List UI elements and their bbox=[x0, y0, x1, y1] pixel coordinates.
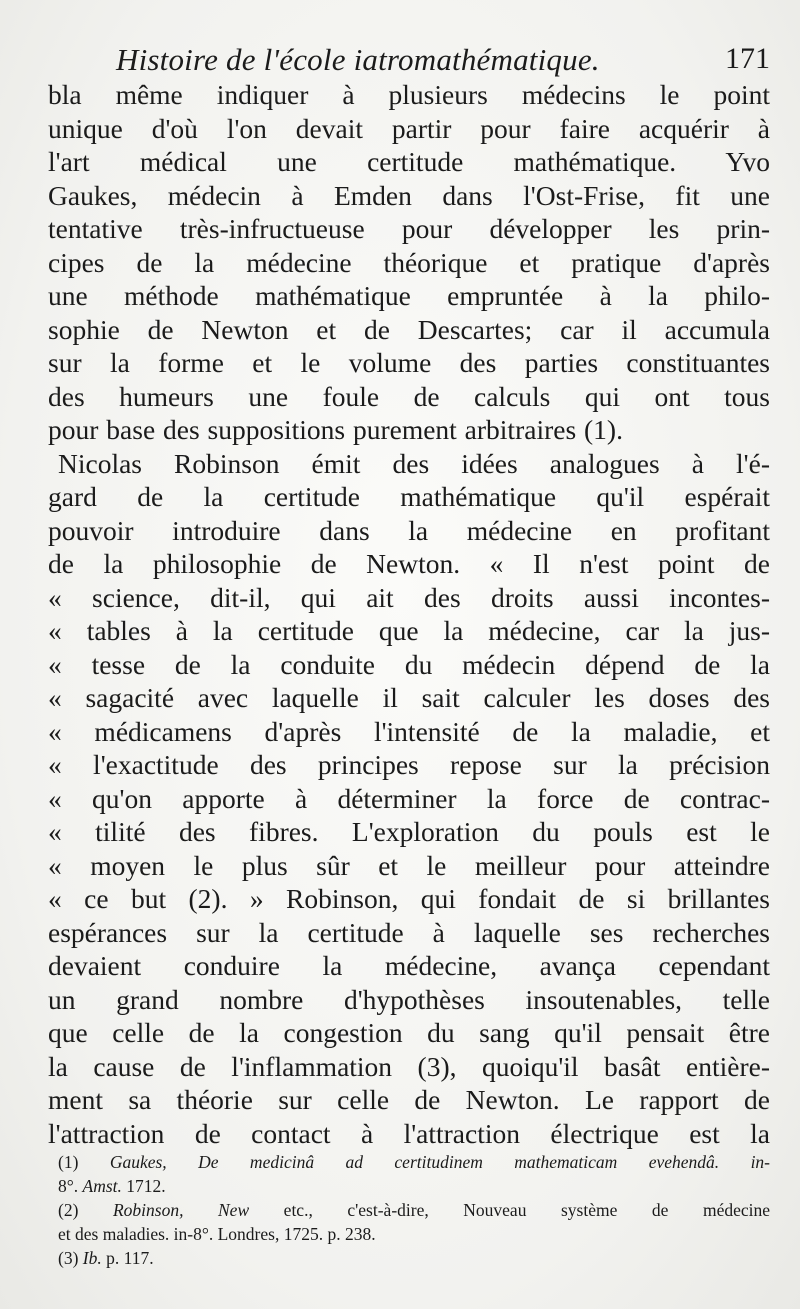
footnote-2-continued: et des maladies. in-8°. Londres, 1725. p. 238. bbox=[58, 1224, 376, 1244]
footnote-author: Robinson, bbox=[112, 1200, 184, 1220]
text-line: sur la forme et le volume des parties constituantes bbox=[48, 347, 770, 378]
footnote-year: 1712. bbox=[126, 1176, 166, 1196]
text-line: gard de la certitude mathématique qu'il espérait bbox=[48, 481, 770, 512]
text-line: Gaukes, médecin à Emden dans l'Ost-Frise, fit une bbox=[48, 179, 770, 211]
text-line: sophie de Newton et de Descartes; car il accumula bbox=[48, 313, 770, 345]
footnote-1 bbox=[58, 1150, 770, 1174]
footnotes bbox=[58, 1150, 770, 1270]
footnote-page-ref: p. 117. bbox=[106, 1248, 154, 1268]
text-line: « sagacité avec laquelle il sait calculer les doses des bbox=[48, 682, 770, 713]
text-line: de la philosophie de Newton. « Il n'est point de bbox=[48, 548, 770, 579]
footnote-marker: (1) bbox=[58, 1152, 79, 1172]
footnote-format: 8°. bbox=[58, 1176, 79, 1196]
text-line: « qu'on apporte à déterminer la force de contrac- bbox=[48, 782, 770, 814]
text-line: pouvoir introduire dans la médecine en profitant bbox=[48, 514, 770, 546]
footnote-marker: (2) bbox=[58, 1200, 79, 1220]
text-line: « tilité des fibres. L'exploration du pouls est le bbox=[48, 816, 770, 847]
text-line: ment sa théorie sur celle de Newton. Le rapport de bbox=[48, 1084, 770, 1115]
footnote-title: De medicinâ ad certitudinem mathematicam evehendâ. in- bbox=[198, 1152, 771, 1172]
text-line: cipes de la médecine théorique et pratique d'après bbox=[48, 246, 770, 278]
text-line: espérances sur la certitude à laquelle ses recherches bbox=[48, 916, 770, 948]
text-line: l'attraction de contact à l'attraction électrique est la bbox=[48, 1117, 770, 1149]
footnote-1-continued bbox=[58, 1174, 770, 1198]
text-line: « l'exactitude des principes repose sur la précision bbox=[48, 749, 770, 780]
running-title: Histoire de l'école iatromathématique. bbox=[116, 42, 600, 77]
text-line: « tesse de la conduite du médecin dépend de la bbox=[48, 648, 770, 680]
text-line: « tables à la certitude que la médecine, car la jus- bbox=[48, 615, 770, 646]
text-line: un grand nombre d'hypothèses insoutenables, telle bbox=[48, 983, 770, 1015]
footnote-place: Amst. bbox=[82, 1176, 122, 1196]
text-line: la cause de l'inflammation (3), quoiqu'il basât entière- bbox=[48, 1050, 770, 1082]
text-line: devaient conduire la médecine, avança cependant bbox=[48, 950, 770, 981]
text-line: bla même indiquer à plusieurs médecins le point bbox=[48, 79, 770, 110]
footnote-title: New bbox=[218, 1200, 250, 1220]
footnote-text: etc., c'est-à-dire, Nouveau système de médecine bbox=[283, 1200, 771, 1220]
text-line: « moyen le plus sûr et le meilleur pour atteindre bbox=[48, 849, 770, 881]
text-line: unique d'où l'on devait partir pour faire acquérir à bbox=[48, 112, 770, 144]
footnote-marker: (3) bbox=[58, 1248, 79, 1268]
text-line: « science, dit-il, qui ait des droits aussi incontes- bbox=[48, 581, 770, 613]
page-header bbox=[48, 38, 770, 82]
text-line: « ce but (2). » Robinson, qui fondait de si brillantes bbox=[48, 883, 770, 914]
text-line: des humeurs une foule de calculs qui ont tous bbox=[48, 380, 770, 412]
text-line: une méthode mathématique empruntée à la philo- bbox=[48, 280, 770, 311]
footnote-ibid: Ib. bbox=[82, 1248, 102, 1268]
text-line: que celle de la congestion du sang qu'il pensait être bbox=[48, 1017, 770, 1048]
page-number: 171 bbox=[725, 42, 770, 75]
footnote-2 bbox=[58, 1198, 770, 1222]
main-text bbox=[48, 78, 770, 1150]
text-line: pour base des suppositions purement arbitraires (1). bbox=[48, 414, 623, 445]
text-line: « médicamens d'après l'intensité de la maladie, et bbox=[48, 715, 770, 747]
text-line: tentative très-infructueuse pour développer les prin- bbox=[48, 213, 770, 244]
text-line: Nicolas Robinson émit des idées analogues à l'é- bbox=[58, 447, 770, 479]
footnote-3 bbox=[58, 1246, 770, 1270]
footnote-author: Gaukes, bbox=[109, 1152, 167, 1172]
text-line: l'art médical une certitude mathématique. Yvo bbox=[48, 146, 770, 177]
